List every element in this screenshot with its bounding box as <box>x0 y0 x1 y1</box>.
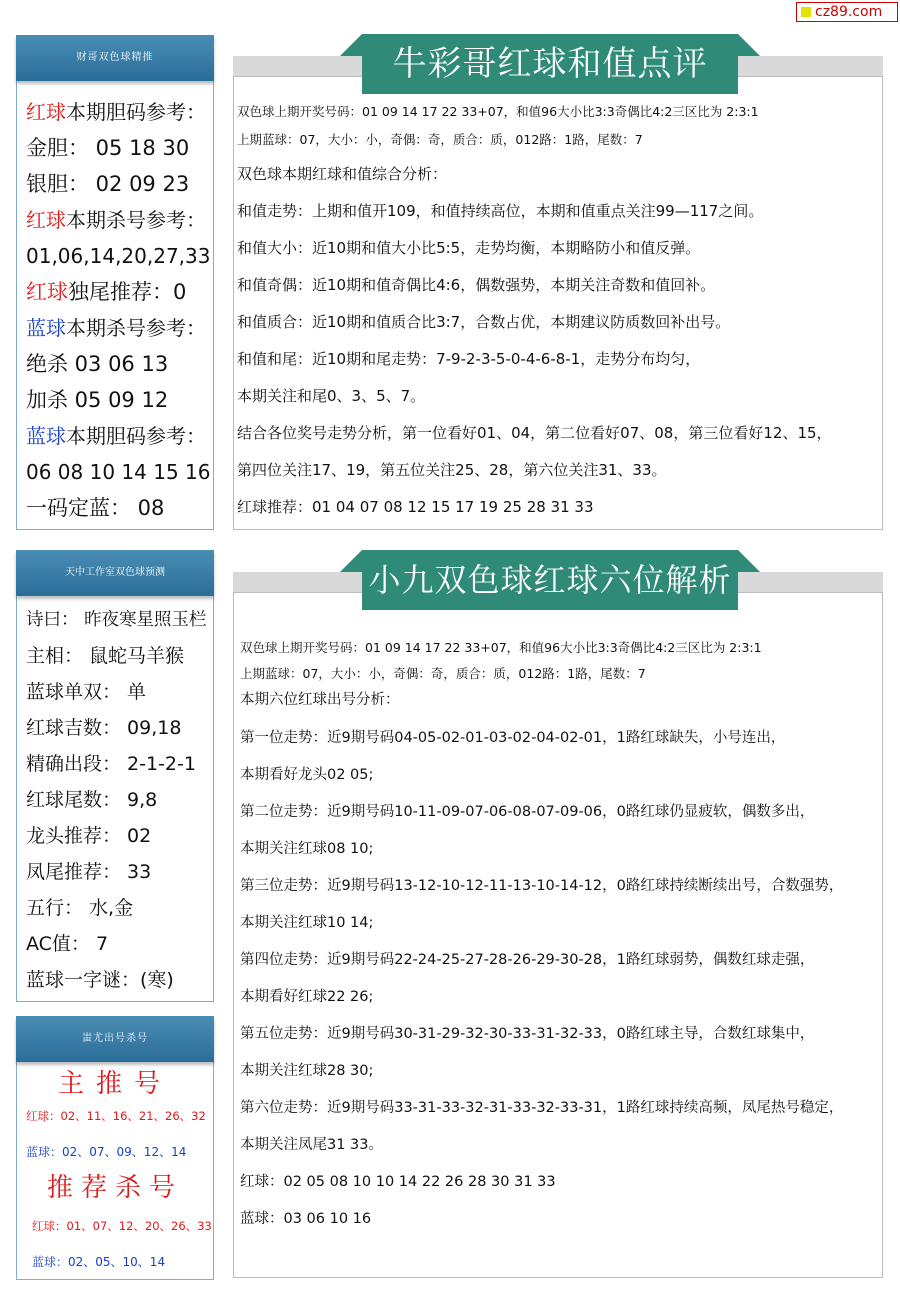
tianzhong-line: 诗曰： 昨夜寒星照玉栏 <box>26 610 207 630</box>
analysis-line: 第四位关注17、19，第五位关注25、28，第六位关注31、33。 <box>237 461 667 479</box>
tianzhong-line: 蓝球一字谜：(寒) <box>26 969 174 991</box>
analysis-line: 本期关注凤尾31 33。 <box>240 1137 384 1153</box>
caige-line <box>26 314 206 342</box>
recommend-title: 主推号 <box>57 1069 172 1099</box>
tianzhong-line: 五行： 水,金 <box>26 897 134 919</box>
line-text: 01,06,14,20,27,33 <box>26 244 211 268</box>
tianzhong-line: AC值： 7 <box>26 933 109 955</box>
line-text: 加杀 05 09 12 <box>26 388 169 412</box>
line-text: 金胆： 05 18 30 <box>26 136 190 160</box>
analysis-line: 本期六位红球出号分析： <box>240 692 400 708</box>
tianzhong-line: 红球吉数： 09,18 <box>26 717 182 739</box>
red-ball-label: 红球 <box>26 208 66 232</box>
draw-info: 双色球上期开奖号码：01 09 14 17 22 33+07，和值96大小比3:3奇偶比4:2三区比为 2:3:1 <box>240 640 762 655</box>
analysis-line: 和值大小：近10期和值大小比5:5，走势均衡，本期略防小和值反弹。 <box>237 239 701 257</box>
line-text: 银胆： 02 09 23 <box>26 172 190 196</box>
analysis-line: 本期看好红球22 26; <box>240 989 374 1005</box>
blue-info: 上期蓝球：07，大小：小，奇偶：奇，质合：质，012路：1路，尾数：7 <box>240 666 646 681</box>
analysis-line: 和值走势：上期和值开109，和值持续高位，本期和值重点关注99—117之间。 <box>237 202 764 220</box>
caige-line <box>26 458 210 486</box>
analysis-line: 和值和尾：近10期和尾走势：7-9-2-3-5-0-4-6-8-1，走势分布均匀， <box>237 350 701 368</box>
tianzhong-line: 龙头推荐： 02 <box>26 825 152 847</box>
blue-ball-label: 蓝球 <box>26 316 66 340</box>
tianzhong-line: 主相： 鼠蛇马羊猴 <box>26 645 185 667</box>
title-corner-right <box>738 550 760 572</box>
analysis-line: 和值质合：近10期和值质合比3:7，合数占优，本期建议防质数回补出号。 <box>237 313 731 331</box>
chiyou-panel-title: 蚩尤出号杀号 <box>16 1016 214 1062</box>
line-text: 独尾推荐：0 <box>68 280 187 304</box>
line-text: 本期杀号参考： <box>66 316 206 340</box>
line-text: 一码定蓝： 08 <box>26 496 165 520</box>
xiaojiu-title: 小九双色球红球六位解析 <box>362 550 738 610</box>
line-text: 绝杀 03 06 13 <box>26 352 169 376</box>
kill-blue: 蓝球：02、05、10、14 <box>32 1255 166 1269</box>
caige-line <box>26 278 186 306</box>
analysis-line: 第四位走势：近9期号码22-24-25-27-28-26-29-30-28，1路红球弱势，偶数红球走强， <box>240 952 815 968</box>
caige-line <box>26 422 206 450</box>
line-text: 本期杀号参考： <box>66 208 206 232</box>
line-text: 本期胆码参考： <box>66 100 206 124</box>
tianzhong-line: 精确出段： 2-1-2-1 <box>26 753 196 775</box>
tianzhong-line: 凤尾推荐： 33 <box>26 861 152 883</box>
red-ball-label: 红球 <box>26 280 68 304</box>
niucaige-title: 牛彩哥红球和值点评 <box>362 34 738 94</box>
analysis-line: 本期看好龙头02 05; <box>240 767 374 783</box>
analysis-line: 本期关注和尾0、3、5、7。 <box>237 387 426 405</box>
analysis-line: 双色球本期红球和值综合分析： <box>237 165 448 183</box>
red-ball-label: 红球 <box>26 100 66 124</box>
caige-line <box>26 98 206 126</box>
caige-line <box>26 494 164 522</box>
blue-result-line: 蓝球：03 06 10 16 <box>240 1211 372 1227</box>
caige-line <box>26 170 189 198</box>
analysis-line: 第二位走势：近9期号码10-11-09-07-06-08-07-09-06，0路红球仍显疲软，偶数多出， <box>240 804 815 820</box>
red-result-line: 红球：02 05 08 10 10 14 22 26 28 30 31 33 <box>240 1174 556 1190</box>
title-corner-left <box>340 550 362 572</box>
line-text: 本期胆码参考： <box>66 424 206 448</box>
analysis-line: 第五位走势：近9期号码30-31-29-32-30-33-31-32-33，0路红球主导，合数红球集中， <box>240 1026 815 1042</box>
caige-line <box>26 242 210 270</box>
kill-title: 推荐杀号 <box>46 1173 183 1203</box>
analysis-line: 第三位走势：近9期号码13-12-10-12-11-13-10-14-12，0路红球持续断续出号，合数强势， <box>240 878 844 894</box>
caige-line <box>26 206 206 234</box>
tianzhong-panel-title: 天中工作室双色球预测 <box>16 550 214 596</box>
watermark-text: cz89.com <box>815 4 883 20</box>
blue-info: 上期蓝球：07，大小：小，奇偶：奇，质合：质，012路：1路，尾数：7 <box>237 132 643 147</box>
caige-panel-title: 财哥双色球精推 <box>16 35 214 81</box>
kill-red: 红球：01、07、12、20、26、33 <box>32 1219 212 1233</box>
draw-info: 双色球上期开奖号码：01 09 14 17 22 33+07，和值96大小比3:3奇偶比4:2三区比为 2:3:1 <box>237 104 759 119</box>
title-corner-left <box>340 34 362 56</box>
red-recommend-line: 红球推荐：01 04 07 08 12 15 17 19 25 28 31 33 <box>237 498 594 516</box>
analysis-line: 本期关注红球08 10; <box>240 841 374 857</box>
caige-line <box>26 134 189 162</box>
caige-line <box>26 386 168 414</box>
title-corner-right <box>738 34 760 56</box>
analysis-line: 结合各位奖号走势分析，第一位看好01、04，第二位看好07、08，第三位看好12、15， <box>237 424 832 442</box>
tianzhong-line: 红球尾数： 9,8 <box>26 789 158 811</box>
line-text: 06 08 10 14 15 16 <box>26 460 211 484</box>
analysis-line: 和值奇偶：近10期和值奇偶比4:6，偶数强势，本期关注奇数和值回补。 <box>237 276 716 294</box>
analysis-line: 本期关注红球10 14; <box>240 915 374 931</box>
recommend-blue: 蓝球：02、07、09、12、14 <box>26 1145 187 1159</box>
square-icon <box>801 7 811 17</box>
analysis-line: 本期关注红球28 30; <box>240 1063 374 1079</box>
site-watermark <box>796 2 898 22</box>
analysis-line: 第六位走势：近9期号码33-31-33-32-31-33-32-33-31，1路红球持续高频，凤尾热号稳定， <box>240 1100 844 1116</box>
analysis-line: 第一位走势：近9期号码04-05-02-01-03-02-04-02-01，1路红球缺失，小号连出， <box>240 730 786 746</box>
recommend-red: 红球：02、11、16、21、26、32 <box>26 1109 206 1123</box>
blue-ball-label: 蓝球 <box>26 424 66 448</box>
caige-line <box>26 350 168 378</box>
tianzhong-line: 蓝球单双： 单 <box>26 681 147 703</box>
